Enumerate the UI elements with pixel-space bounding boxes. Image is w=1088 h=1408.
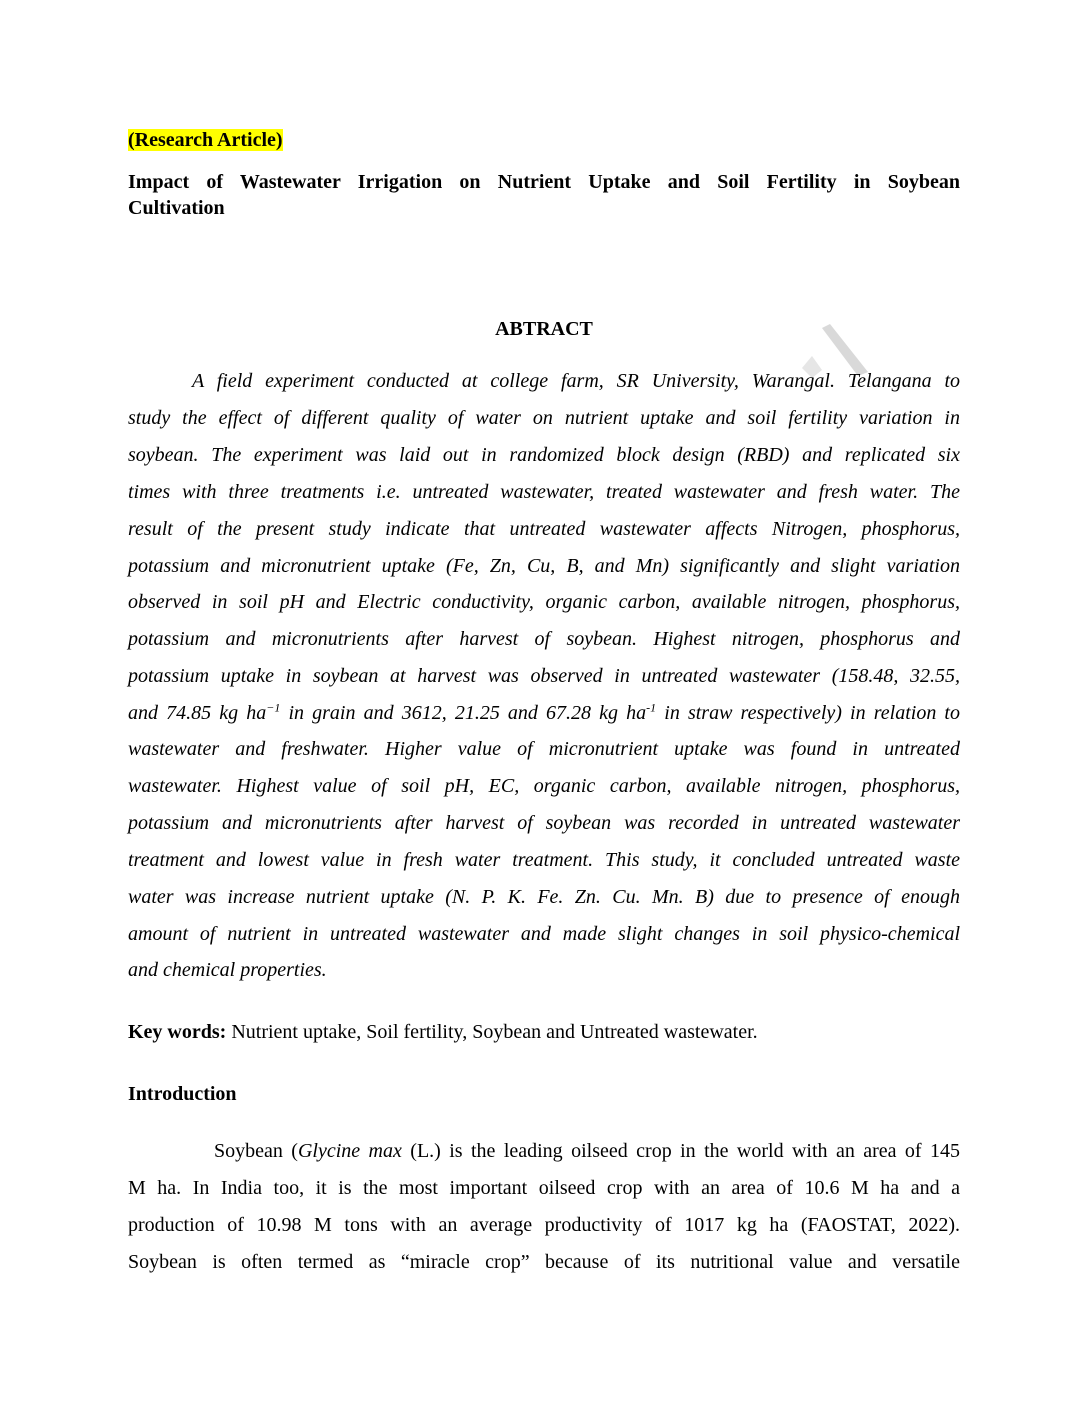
superscript: −1 bbox=[266, 700, 281, 715]
species-name: Glycine max bbox=[297, 1140, 402, 1162]
keywords bbox=[128, 1020, 960, 1044]
text: Soybean ( bbox=[214, 1140, 298, 1162]
text: (L.) is the leading oilseed crop in the world with an area of 145 bbox=[401, 1140, 960, 1162]
abstract-line: observed in soil pH and Electric conductivity, organic carbon, available nitrogen, phosphorus, bbox=[128, 591, 960, 614]
abstract-line: potassium uptake in soybean at harvest was observed in untreated wastewater (158.48, 32.55, bbox=[128, 665, 960, 688]
article-title bbox=[128, 169, 960, 221]
keywords-text: Nutrient uptake, Soil fertility, Soybean and Untreated wastewater. bbox=[226, 1021, 758, 1043]
text: in straw respectively) in relation to bbox=[656, 702, 960, 724]
abstract-line: A field experiment conducted at college farm, SR University, Warangal. Telangana to bbox=[192, 370, 960, 392]
title-line-2: Cultivation bbox=[128, 197, 225, 219]
abstract-line: potassium and micronutrients after harvest of soybean was recorded in untreated wastewater bbox=[128, 811, 960, 834]
abstract-line: and chemical properties. bbox=[128, 959, 327, 982]
text: and 74.85 kg ha bbox=[128, 702, 267, 724]
intro-line: Soybean is often termed as “miracle crop” because of its nutritional value and versatile bbox=[128, 1251, 960, 1273]
abstract-line: treatment and lowest value in fresh water treatment. This study, it concluded untreated waste bbox=[128, 848, 960, 871]
abstract-line: result of the present study indicate that untreated wastewater affects Nitrogen, phosphorus, bbox=[128, 517, 960, 540]
abstract-line: amount of nutrient in untreated wastewater and made slight changes in soil physico-chemical bbox=[128, 922, 960, 945]
intro-line bbox=[128, 1139, 960, 1163]
intro-line: production of 10.98 M tons with an average productivity of 1017 kg ha (FAOSTAT, 2022). bbox=[128, 1214, 960, 1236]
abstract-line: soybean. The experiment was laid out in randomized block design (RBD) and replicated six bbox=[128, 443, 960, 466]
keywords-label: Key words: bbox=[128, 1021, 227, 1043]
title-line-1: Impact of Wastewater Irrigation on Nutrient Uptake and Soil Fertility in Soybean bbox=[128, 171, 960, 193]
intro-line: M ha. In India too, it is the most important oilseed crop with an area of 10.6 M ha and a bbox=[128, 1177, 960, 1199]
abstract-heading: ABTRACT bbox=[495, 318, 593, 340]
abstract-line: water was increase nutrient uptake (N. P. K. Fe. Zn. Cu. Mn. B) due to presence of enough bbox=[128, 885, 960, 908]
article-type-label: (Research Article) bbox=[128, 129, 283, 151]
abstract-line: wastewater. Highest value of soil pH, EC, organic carbon, available nitrogen, phosphorus, bbox=[128, 774, 960, 797]
abstract-line: potassium and micronutrient uptake (Fe, Zn, Cu, B, and Mn) significantly and slight variation bbox=[128, 554, 960, 577]
abstract-line: study the effect of different quality of water on nutrient uptake and soil fertility variation in bbox=[128, 406, 960, 429]
article-type bbox=[128, 129, 960, 152]
introduction-heading: Introduction bbox=[128, 1083, 237, 1105]
text: in grain and 3612, 21.25 and 67.28 kg ha bbox=[280, 702, 647, 724]
abstract-line: times with three treatments i.e. untreated wastewater, treated wastewater and fresh water. The bbox=[128, 480, 960, 503]
abstract-line bbox=[128, 701, 960, 725]
abstract-line: wastewater and freshwater. Higher value of micronutrient uptake was found in untreated bbox=[128, 738, 960, 760]
abstract-line: potassium and micronutrients after harvest of soybean. Highest nitrogen, phosphorus and bbox=[128, 628, 960, 651]
superscript: -1 bbox=[646, 700, 657, 715]
